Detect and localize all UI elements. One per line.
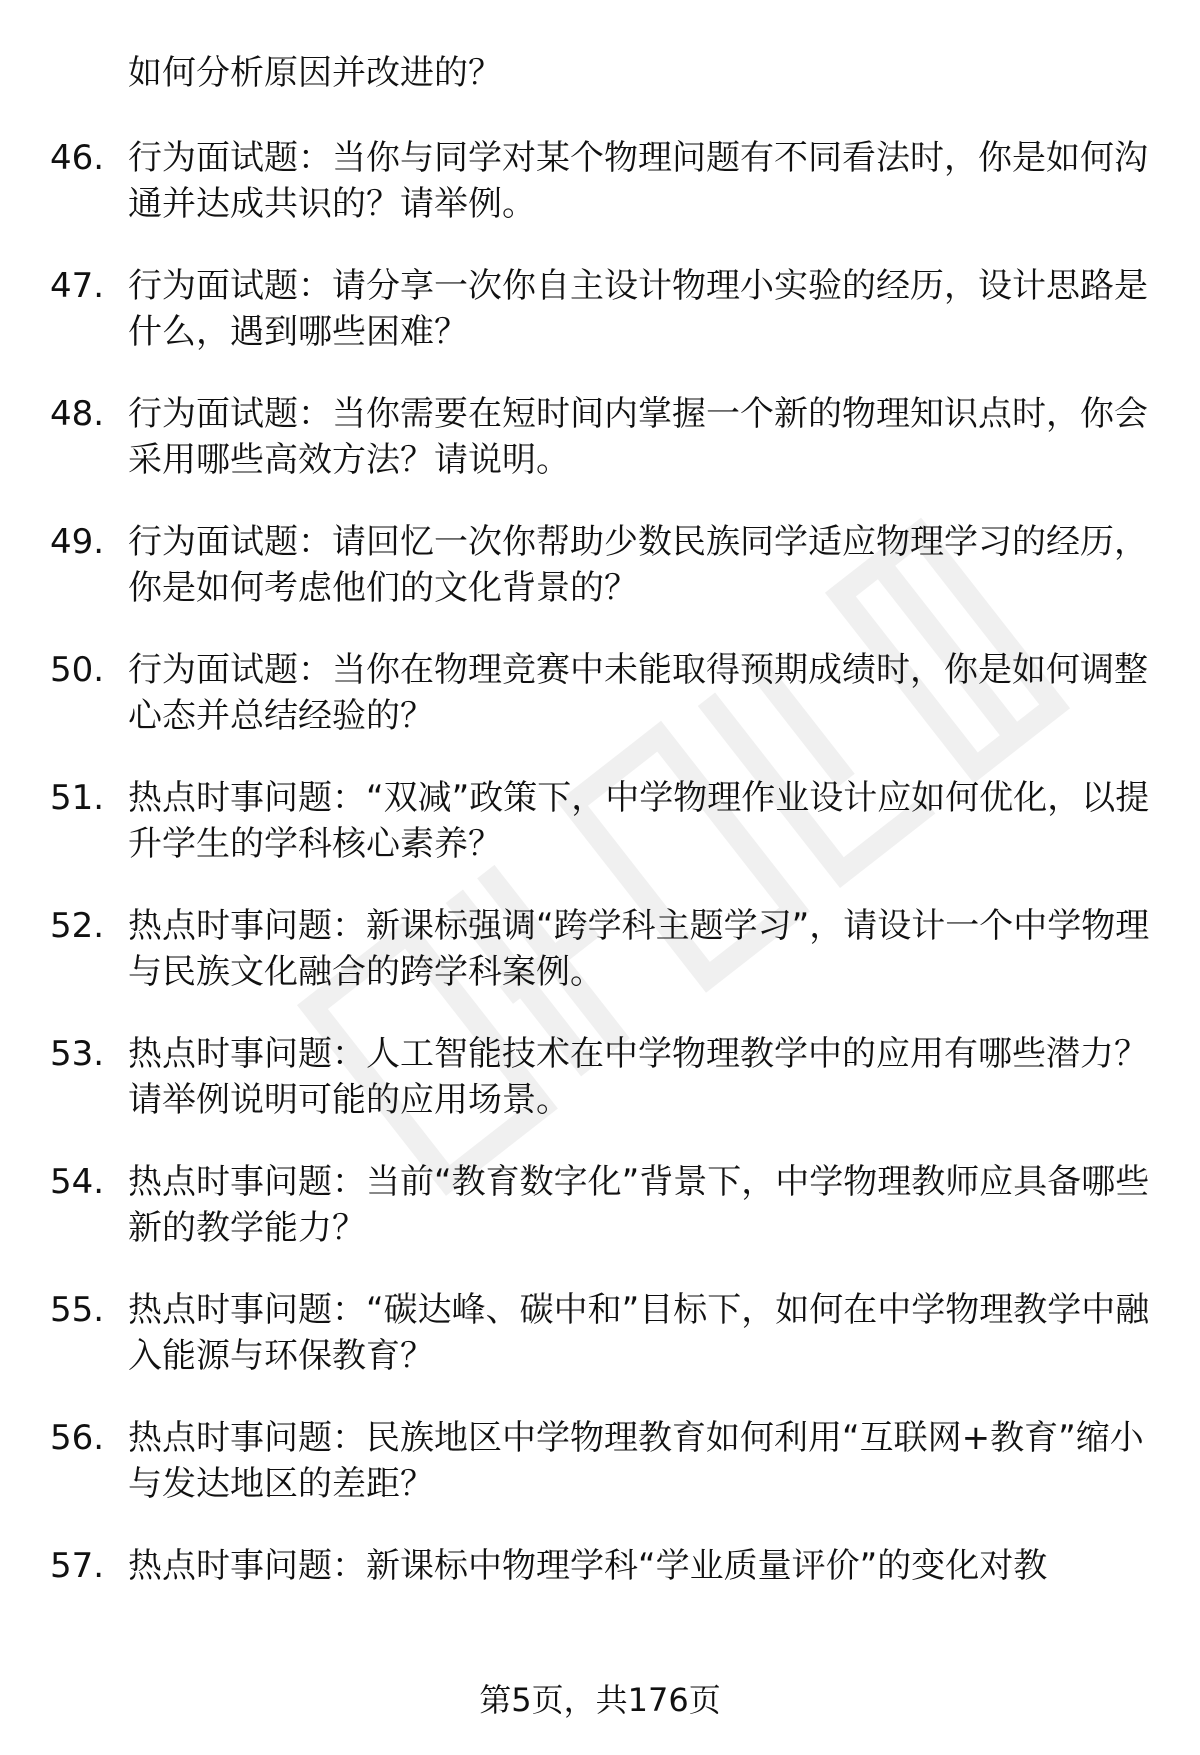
question-number: 48. [50, 394, 105, 434]
list-item [50, 135, 1150, 227]
question-list [50, 135, 1150, 1625]
list-item [50, 903, 1150, 995]
question-text: 热点时事问题：民族地区中学物理教育如何利用“互联网+教育”缩小与发达地区的差距？ [128, 1418, 1144, 1504]
question-number: 57. [50, 1546, 105, 1586]
list-item [50, 1159, 1150, 1251]
question-number: 53. [50, 1034, 105, 1074]
question-number: 52. [50, 906, 105, 946]
question-number: 49. [50, 522, 105, 562]
continuation-text: 如何分析原因并改进的？ [128, 53, 502, 93]
list-item [50, 1415, 1150, 1507]
question-text: 热点时事问题：“双减”政策下，中学物理作业设计应如何优化，以提升学生的学科核心素养？ [128, 778, 1150, 864]
list-item [50, 647, 1150, 739]
list-item [50, 391, 1150, 483]
question-number: 46. [50, 138, 105, 178]
question-text: 热点时事问题：新课标中物理学科“学业质量评价”的变化对教 [128, 1546, 1048, 1586]
question-number: 47. [50, 266, 105, 306]
question-text: 热点时事问题：“碳达峰、碳中和”目标下，如何在中学物理教学中融入能源与环保教育？ [128, 1290, 1150, 1376]
question-number: 55. [50, 1290, 105, 1330]
question-text: 行为面试题：请分享一次你自主设计物理小实验的经历，设计思路是什么，遇到哪些困难？ [128, 266, 1148, 352]
question-number: 51. [50, 778, 105, 818]
list-item [50, 1543, 1150, 1589]
list-item [50, 1031, 1150, 1123]
list-item [50, 775, 1150, 867]
question-text: 热点时事问题：当前“教育数字化”背景下，中学物理教师应具备哪些新的教学能力？ [128, 1162, 1150, 1248]
question-text: 行为面试题：当你与同学对某个物理问题有不同看法时，你是如何沟通并达成共识的？请举例。 [128, 138, 1148, 224]
page-footer: 第5页，共176页 [479, 1681, 721, 1719]
question-number: 54. [50, 1162, 105, 1202]
question-text: 行为面试题：当你需要在短时间内掌握一个新的物理知识点时，你会采用哪些高效方法？请说明。 [128, 394, 1148, 480]
question-number: 56. [50, 1418, 105, 1458]
question-text: 行为面试题：当你在物理竞赛中未能取得预期成绩时，你是如何调整心态并总结经验的？ [128, 650, 1148, 736]
list-item [50, 263, 1150, 355]
list-item [50, 519, 1150, 611]
list-item [50, 1287, 1150, 1379]
question-text: 热点时事问题：人工智能技术在中学物理教学中的应用有哪些潜力？请举例说明可能的应用场景。 [128, 1034, 1148, 1120]
question-text: 热点时事问题：新课标强调“跨学科主题学习”，请设计一个中学物理与民族文化融合的跨学科案例。 [128, 906, 1150, 992]
question-text: 行为面试题：请回忆一次你帮助少数民族同学适应物理学习的经历，你是如何考虑他们的文化背景的？ [128, 522, 1148, 608]
question-number: 50. [50, 650, 105, 690]
